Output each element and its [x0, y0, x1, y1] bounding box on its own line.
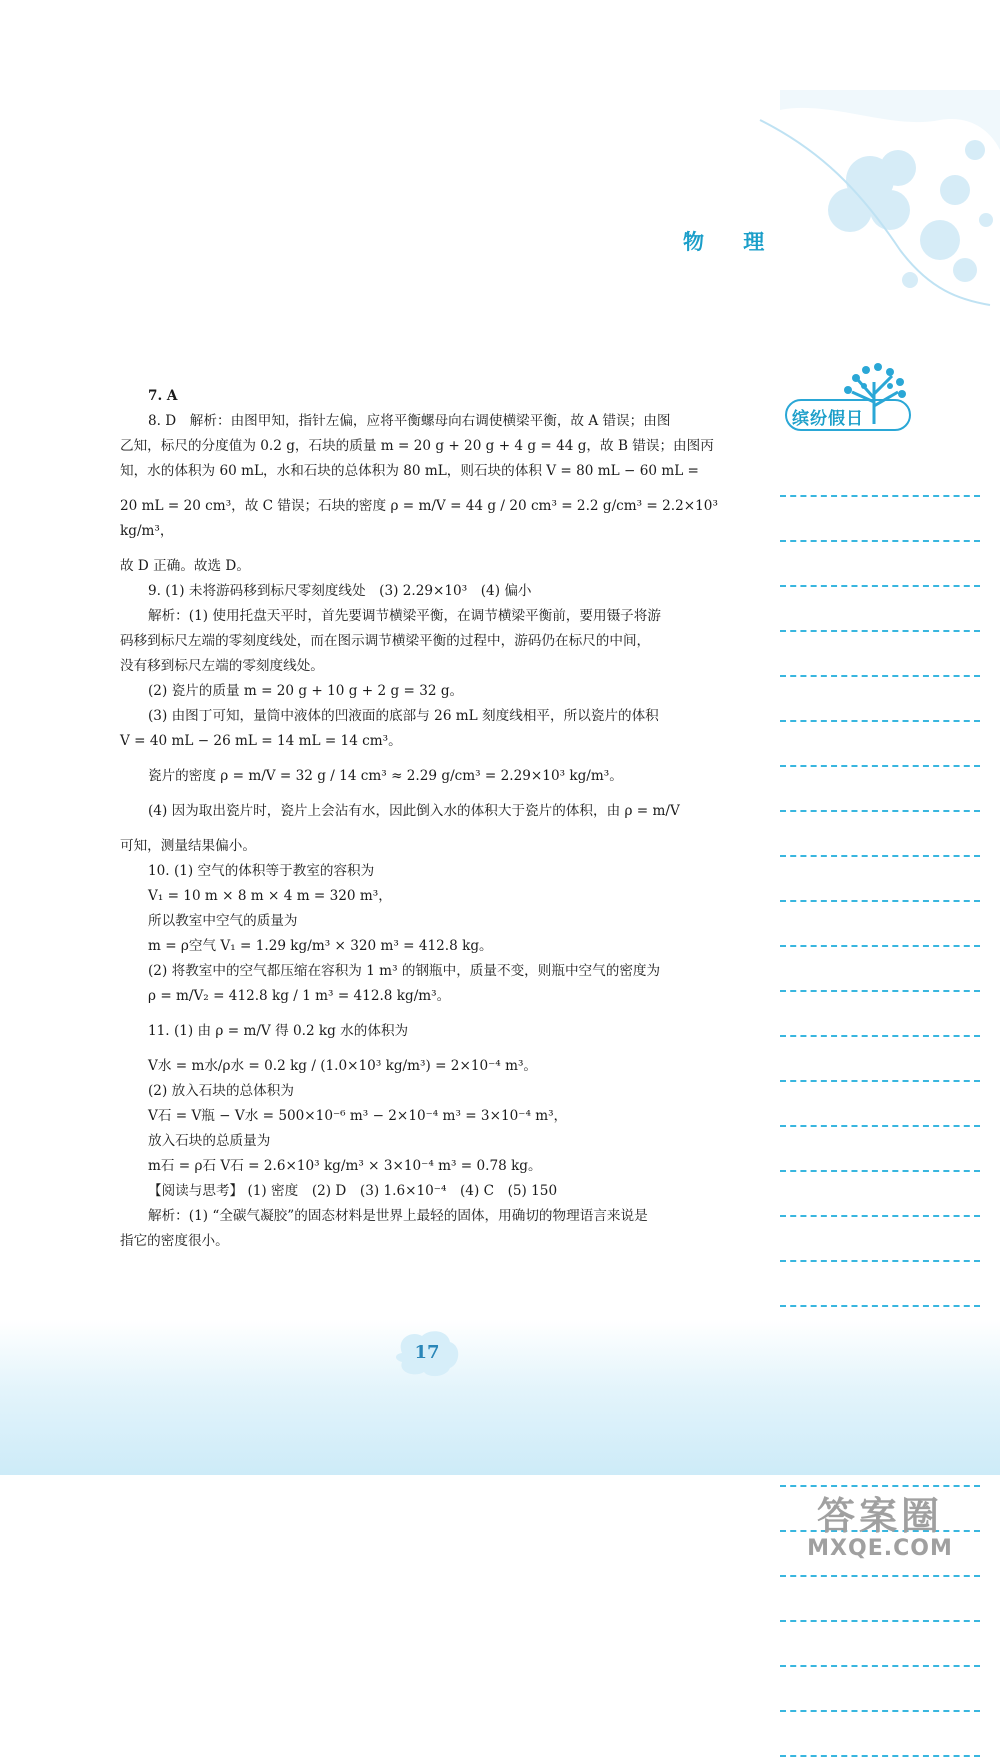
- answer-11-line: (2) 放入石块的总体积为: [148, 1083, 294, 1099]
- note-line: [780, 1217, 980, 1262]
- answer-9-line: (2) 瓷片的质量 m = 20 g + 10 g + 2 g = 32 g。: [148, 683, 464, 699]
- answer-8-line: 乙知，标尺的分度值为 0.2 g，石块的质量 m = 20 g + 20 g + 4 g = 44 g，故 B 错误；由图丙: [120, 438, 714, 454]
- answer-10-line: V₁ = 10 m × 8 m × 4 m = 320 m³，: [148, 888, 392, 904]
- note-line: [780, 1262, 980, 1307]
- answer-9-line: 可知，测量结果偏小。: [120, 838, 256, 854]
- answer-11-title: 11. (1) 由 ρ = m/V 得 0.2 kg 水的体积为: [148, 1023, 409, 1039]
- note-line: [780, 857, 980, 902]
- answer-8-line: 8. D 解析：由图甲知，指针左偏，应将平衡螺母向右调使横梁平衡，故 A 错误；由图: [148, 413, 671, 429]
- answer-11-line: 放入石块的总质量为: [148, 1133, 271, 1149]
- floral-decoration: [740, 90, 1000, 310]
- badge-label: 缤纷假日: [792, 409, 864, 429]
- note-line: [780, 632, 980, 677]
- note-line: [780, 1667, 980, 1712]
- answer-11-line: V水 = m水/ρ水 = 0.2 kg / (1.0×10³ kg/m³) = 2×10⁻⁴ m³。: [148, 1058, 538, 1074]
- note-line: [780, 1082, 980, 1127]
- note-line: [780, 1712, 980, 1757]
- answer-8-line: 20 mL = 20 cm³，故 C 错误；石块的密度 ρ = m/V = 44 g / 20 cm³ = 2.2 g/cm³ = 2.2×10³ kg/m³，: [120, 498, 718, 539]
- page-number: 17: [414, 1342, 440, 1363]
- answer-9-title: 9. (1) 未将游码移到标尺零刻度线处 (3) 2.29×10³ (4) 偏小: [148, 583, 532, 599]
- answer-11-line: V石 = V瓶 − V水 = 500×10⁻⁶ m³ − 2×10⁻⁴ m³ = 3×10⁻⁴ m³，: [148, 1108, 568, 1124]
- watermark-url: MXQE.COM: [807, 1536, 953, 1561]
- answer-10-title: 10. (1) 空气的体积等于教室的容积为: [148, 863, 375, 879]
- watermark-text: 答案圈: [816, 1494, 943, 1538]
- answer-9-line: 没有移到标尺左端的零刻度线处。: [120, 658, 324, 674]
- reading-analysis: 指它的密度很小。: [120, 1233, 229, 1249]
- note-line: [780, 1172, 980, 1217]
- note-line: [780, 677, 980, 722]
- answer-content: [120, 384, 752, 1254]
- note-lines: [780, 452, 980, 1757]
- answer-10-line: 所以教室中空气的质量为: [148, 913, 298, 929]
- note-line: [780, 812, 980, 857]
- note-line: [780, 1037, 980, 1082]
- answer-9-line: V = 40 mL − 26 mL = 14 mL = 14 cm³。: [120, 733, 402, 749]
- answer-7: 7. A: [148, 388, 178, 404]
- note-line: [780, 767, 980, 812]
- answer-10-line: (2) 将教室中的空气都压缩在容积为 1 m³ 的钢瓶中，质量不变，则瓶中空气的密度为: [148, 963, 661, 979]
- note-line: [780, 947, 980, 992]
- answer-9-line: 瓷片的密度 ρ = m/V = 32 g / 14 cm³ ≈ 2.29 g/cm³ = 2.29×10³ kg/m³。: [148, 768, 623, 784]
- note-line: [780, 722, 980, 767]
- note-line: [780, 1622, 980, 1667]
- watermark-logo: [780, 1485, 980, 1561]
- answer-9-line: (3) 由图丁可知，量筒中液体的凹液面的底部与 26 mL 刻度线相平，所以瓷片的体积: [148, 708, 659, 724]
- note-line: [780, 452, 980, 497]
- reading-analysis: 解析：(1) “全碳气凝胶”的固态材料是世界上最轻的固体，用确切的物理语言来说是: [148, 1208, 648, 1224]
- answer-11-line: m石 = ρ石 V石 = 2.6×10³ kg/m³ × 3×10⁻⁴ m³ = 0.78 kg。: [148, 1158, 542, 1174]
- answer-8-line: 故 D 正确。故选 D。: [120, 558, 250, 574]
- note-line: [780, 902, 980, 947]
- note-line: [780, 1127, 980, 1172]
- subject-title: 物 理: [683, 230, 781, 254]
- note-line: [780, 497, 980, 542]
- answer-8-line: 知，水的体积为 60 mL，水和石块的总体积为 80 mL，则石块的体积 V = 80 mL − 60 mL =: [120, 463, 699, 479]
- footer-band: [0, 1320, 1000, 1475]
- answer-10-line: m = ρ空气 V₁ = 1.29 kg/m³ × 320 m³ = 412.8 kg。: [148, 938, 493, 954]
- note-line: [780, 542, 980, 587]
- note-line: [780, 587, 980, 632]
- answer-9-line: 码移到标尺左端的零刻度线处，而在图示调节横梁平衡的过程中，游码仍在标尺的中间，: [120, 633, 651, 649]
- answer-10-line: ρ = m/V₂ = 412.8 kg / 1 m³ = 412.8 kg/m³。: [148, 988, 451, 1004]
- answer-9-line: (4) 因为取出瓷片时，瓷片上会沾有水，因此倒入水的体积大于瓷片的体积，由 ρ = m/V: [148, 803, 680, 819]
- note-line: [780, 992, 980, 1037]
- reading-thinking: 【阅读与思考】 (1) 密度 (2) D (3) 1.6×10⁻⁴ (4) C (5) 150: [148, 1183, 558, 1199]
- answer-9-line: 解析：(1) 使用托盘天平时，首先要调节横梁平衡，在调节横梁平衡前，要用镊子将游: [148, 608, 661, 624]
